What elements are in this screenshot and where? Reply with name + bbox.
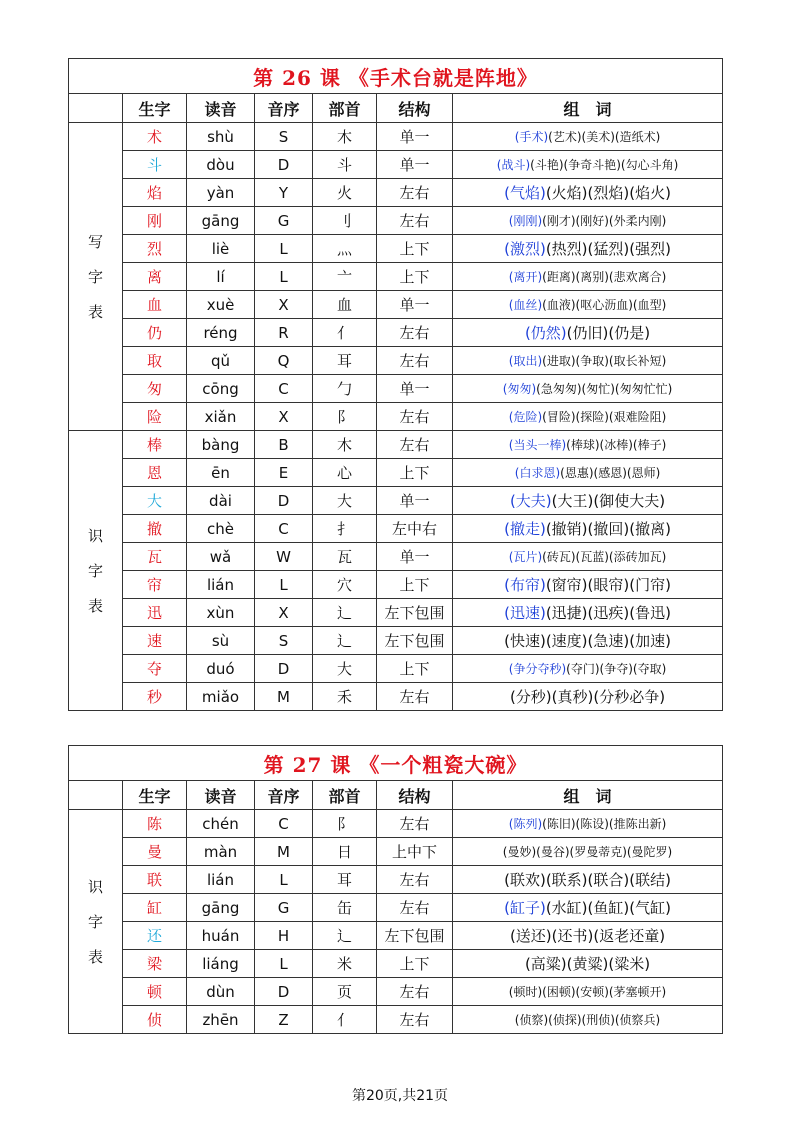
pinyin: gāng — [187, 207, 255, 235]
column-header: 组 词 — [453, 781, 723, 810]
lead-word: (大夫) — [509, 492, 552, 510]
header-blank — [69, 94, 123, 123]
other-words: (冒险)(探险)(艰难险阻) — [542, 410, 667, 424]
table-row — [69, 151, 723, 179]
other-words: (送还)(还书)(返老还童) — [509, 927, 666, 945]
word-group — [453, 599, 723, 627]
table-row — [69, 123, 723, 151]
lead-word: (战斗) — [496, 158, 531, 172]
lesson-27-body — [69, 746, 723, 1034]
radical: 血 — [313, 291, 377, 319]
initial-letter: X — [255, 291, 313, 319]
column-header: 结构 — [377, 781, 453, 810]
lesson-27-table — [68, 745, 723, 1034]
initial-letter: Q — [255, 347, 313, 375]
section-label-char: 表 — [87, 303, 103, 321]
initial-letter: L — [255, 950, 313, 978]
table-row — [69, 459, 723, 487]
radical: 辶 — [313, 922, 377, 950]
radical: 心 — [313, 459, 377, 487]
word-group — [453, 683, 723, 711]
table-row — [69, 179, 723, 207]
section-label-char: 字 — [87, 268, 103, 286]
pinyin: yàn — [187, 179, 255, 207]
initial-letter: M — [255, 683, 313, 711]
initial-letter: L — [255, 263, 313, 291]
word-group — [453, 207, 723, 235]
pinyin: huán — [187, 922, 255, 950]
radical: 火 — [313, 179, 377, 207]
lead-word: (陈列) — [508, 817, 543, 831]
column-header: 部首 — [313, 781, 377, 810]
table-row — [69, 894, 723, 922]
character: 顿 — [123, 978, 187, 1006]
lead-word: (匆匆) — [502, 382, 537, 396]
table-row — [69, 487, 723, 515]
character: 险 — [123, 403, 187, 431]
character: 刚 — [123, 207, 187, 235]
character: 取 — [123, 347, 187, 375]
word-group — [453, 866, 723, 894]
initial-letter: D — [255, 151, 313, 179]
character: 术 — [123, 123, 187, 151]
other-words: (陈旧)(陈设)(推陈出新) — [542, 817, 667, 831]
lead-word: (布帘) — [504, 576, 546, 594]
section-label-char: 表 — [87, 597, 103, 615]
character: 缸 — [123, 894, 187, 922]
structure: 左右 — [377, 179, 453, 207]
initial-letter: B — [255, 431, 313, 459]
lead-word: (迅速) — [504, 604, 546, 622]
table-row — [69, 978, 723, 1006]
radical: 亻 — [313, 1006, 377, 1034]
table-row — [69, 431, 723, 459]
lead-word: (取出) — [508, 354, 543, 368]
lesson-26-body — [69, 59, 723, 711]
initial-letter: D — [255, 655, 313, 683]
structure: 上下 — [377, 950, 453, 978]
table-row — [69, 263, 723, 291]
character: 恩 — [123, 459, 187, 487]
table-row — [69, 291, 723, 319]
structure: 左下包围 — [377, 922, 453, 950]
lead-word: (撤走) — [504, 520, 546, 538]
lead-word: (气焰) — [504, 184, 546, 202]
pinyin: réng — [187, 319, 255, 347]
initial-letter: D — [255, 978, 313, 1006]
other-words: (仍旧)(仍是) — [566, 324, 651, 342]
structure: 上下 — [377, 235, 453, 263]
column-header: 生字 — [123, 781, 187, 810]
radical: 阝 — [313, 810, 377, 838]
other-words: (血液)(呕心沥血)(血型) — [542, 298, 667, 312]
table-row — [69, 922, 723, 950]
initial-letter: G — [255, 207, 313, 235]
radical: 缶 — [313, 894, 377, 922]
lesson-title: 第 27 课 《一个粗瓷大碗》 — [69, 746, 723, 781]
radical: 扌 — [313, 515, 377, 543]
initial-letter: Y — [255, 179, 313, 207]
initial-letter: S — [255, 123, 313, 151]
structure: 单一 — [377, 291, 453, 319]
structure: 单一 — [377, 543, 453, 571]
other-words: (大王)(御使大夫) — [551, 492, 666, 510]
initial-letter: C — [255, 515, 313, 543]
lesson-26-table — [68, 58, 723, 711]
radical: 斗 — [313, 151, 377, 179]
character: 梁 — [123, 950, 187, 978]
word-group — [453, 179, 723, 207]
structure: 左右 — [377, 347, 453, 375]
other-words: (联欢)(联系)(联合)(联结) — [504, 871, 671, 889]
word-group — [453, 459, 723, 487]
structure: 上下 — [377, 571, 453, 599]
structure: 上下 — [377, 263, 453, 291]
character: 瓦 — [123, 543, 187, 571]
pinyin: dài — [187, 487, 255, 515]
lead-word: (离开) — [508, 270, 543, 284]
pinyin: lí — [187, 263, 255, 291]
initial-letter: M — [255, 838, 313, 866]
initial-letter: X — [255, 599, 313, 627]
section-label-char: 表 — [87, 948, 103, 966]
pinyin: cōng — [187, 375, 255, 403]
structure: 上下 — [377, 655, 453, 683]
column-header: 读音 — [187, 94, 255, 123]
title-row — [69, 59, 723, 94]
pinyin: màn — [187, 838, 255, 866]
other-words: (砖瓦)(瓦蓝)(添砖加瓦) — [542, 550, 667, 564]
character: 撤 — [123, 515, 187, 543]
initial-letter: W — [255, 543, 313, 571]
radical: 日 — [313, 838, 377, 866]
other-words: (棒球)(冰棒)(棒子) — [566, 438, 667, 452]
section-label-char: 字 — [87, 562, 103, 580]
initial-letter: E — [255, 459, 313, 487]
header-blank — [69, 781, 123, 810]
character: 迅 — [123, 599, 187, 627]
pinyin: gāng — [187, 894, 255, 922]
pinyin: liáng — [187, 950, 255, 978]
radical: 米 — [313, 950, 377, 978]
word-group — [453, 291, 723, 319]
word-group — [453, 515, 723, 543]
character: 速 — [123, 627, 187, 655]
initial-letter: D — [255, 487, 313, 515]
section-label — [69, 431, 123, 711]
word-group — [453, 431, 723, 459]
other-words: (刚才)(刚好)(外柔内刚) — [542, 214, 667, 228]
word-group — [453, 263, 723, 291]
structure: 左右 — [377, 683, 453, 711]
other-words: (侦察)(侦探)(刑侦)(侦察兵) — [514, 1013, 661, 1027]
structure: 左下包围 — [377, 599, 453, 627]
structure: 左下包围 — [377, 627, 453, 655]
pinyin: zhēn — [187, 1006, 255, 1034]
table-row — [69, 319, 723, 347]
word-group — [453, 403, 723, 431]
radical: 辶 — [313, 599, 377, 627]
lead-word: (血丝) — [508, 298, 543, 312]
structure: 左右 — [377, 866, 453, 894]
other-words: (迅捷)(迅疾)(鲁迅) — [545, 604, 671, 622]
other-words: (斗艳)(争奇斗艳)(勾心斗角) — [530, 158, 679, 172]
radical: 亻 — [313, 319, 377, 347]
initial-letter: L — [255, 571, 313, 599]
title-row — [69, 746, 723, 781]
radical: 耳 — [313, 866, 377, 894]
word-group — [453, 235, 723, 263]
word-group — [453, 894, 723, 922]
character: 侦 — [123, 1006, 187, 1034]
word-group — [453, 151, 723, 179]
section-label-char: 识 — [87, 878, 103, 896]
initial-letter: G — [255, 894, 313, 922]
other-words: (夺门)(争夺)(夺取) — [566, 662, 667, 676]
radical: 灬 — [313, 235, 377, 263]
character: 斗 — [123, 151, 187, 179]
table-row — [69, 515, 723, 543]
radical: 阝 — [313, 403, 377, 431]
lead-word: (争分夺秒) — [508, 662, 567, 676]
column-header: 音序 — [255, 94, 313, 123]
radical: 禾 — [313, 683, 377, 711]
structure: 左中右 — [377, 515, 453, 543]
word-group — [453, 950, 723, 978]
structure: 左右 — [377, 1006, 453, 1034]
lead-word: (瓦片) — [508, 550, 543, 564]
pinyin: dùn — [187, 978, 255, 1006]
initial-letter: C — [255, 810, 313, 838]
pinyin: ēn — [187, 459, 255, 487]
structure: 上下 — [377, 459, 453, 487]
other-words: (火焰)(烈焰)(焰火) — [545, 184, 671, 202]
word-group — [453, 655, 723, 683]
lesson-title: 第 26 课 《手术台就是阵地》 — [69, 59, 723, 94]
radical: 辶 — [313, 627, 377, 655]
other-words: (水缸)(鱼缸)(气缸) — [545, 899, 671, 917]
character: 还 — [123, 922, 187, 950]
word-group — [453, 319, 723, 347]
word-group — [453, 810, 723, 838]
structure: 单一 — [377, 487, 453, 515]
table-row — [69, 207, 723, 235]
table-row — [69, 375, 723, 403]
other-words: (距离)(离别)(悲欢离合) — [542, 270, 667, 284]
character: 曼 — [123, 838, 187, 866]
radical: 刂 — [313, 207, 377, 235]
table-row — [69, 655, 723, 683]
lead-word: (手术) — [514, 130, 549, 144]
table-row — [69, 627, 723, 655]
table-row — [69, 599, 723, 627]
word-group — [453, 487, 723, 515]
radical: 页 — [313, 978, 377, 1006]
word-group — [453, 838, 723, 866]
word-group — [453, 347, 723, 375]
table-row — [69, 571, 723, 599]
structure: 左右 — [377, 894, 453, 922]
other-words: (撤销)(撤回)(撤离) — [545, 520, 671, 538]
structure: 单一 — [377, 123, 453, 151]
pinyin: xùn — [187, 599, 255, 627]
lead-word: (刚刚) — [508, 214, 543, 228]
radical: 勹 — [313, 375, 377, 403]
word-group — [453, 922, 723, 950]
lead-word: (当头一棒) — [508, 438, 567, 452]
other-words: (进取)(争取)(取长补短) — [542, 354, 667, 368]
lead-word: (激烈) — [504, 240, 546, 258]
radical: 木 — [313, 123, 377, 151]
word-group — [453, 1006, 723, 1034]
table-row — [69, 950, 723, 978]
section-label-char: 字 — [87, 913, 103, 931]
character: 烈 — [123, 235, 187, 263]
lead-word: (仍然) — [524, 324, 567, 342]
character: 陈 — [123, 810, 187, 838]
section-label-char: 识 — [87, 527, 103, 545]
table-row — [69, 403, 723, 431]
structure: 左右 — [377, 207, 453, 235]
character: 焰 — [123, 179, 187, 207]
radical: 亠 — [313, 263, 377, 291]
pinyin: miǎo — [187, 683, 255, 711]
table-row — [69, 683, 723, 711]
other-words: (快速)(速度)(急速)(加速) — [504, 632, 671, 650]
column-header: 生字 — [123, 94, 187, 123]
initial-letter: X — [255, 403, 313, 431]
character: 离 — [123, 263, 187, 291]
other-words: (热烈)(猛烈)(强烈) — [545, 240, 671, 258]
character: 帘 — [123, 571, 187, 599]
table-row — [69, 347, 723, 375]
radical: 耳 — [313, 347, 377, 375]
column-header: 部首 — [313, 94, 377, 123]
other-words: (高粱)(黄粱)(粱米) — [524, 955, 651, 973]
table-row — [69, 543, 723, 571]
column-header: 组 词 — [453, 94, 723, 123]
pinyin: qǔ — [187, 347, 255, 375]
structure: 左右 — [377, 431, 453, 459]
initial-letter: L — [255, 866, 313, 894]
lead-word: (危险) — [508, 410, 543, 424]
character: 血 — [123, 291, 187, 319]
table-row — [69, 866, 723, 894]
structure: 单一 — [377, 375, 453, 403]
word-group — [453, 123, 723, 151]
pinyin: lián — [187, 571, 255, 599]
pinyin: wǎ — [187, 543, 255, 571]
character: 大 — [123, 487, 187, 515]
character: 匆 — [123, 375, 187, 403]
other-words: (曼妙)(曼谷)(罗曼蒂克)(曼陀罗) — [502, 845, 673, 859]
pinyin: bàng — [187, 431, 255, 459]
character: 夺 — [123, 655, 187, 683]
initial-letter: S — [255, 627, 313, 655]
table-row — [69, 1006, 723, 1034]
table-row — [69, 235, 723, 263]
structure: 上中下 — [377, 838, 453, 866]
radical: 大 — [313, 487, 377, 515]
header-row — [69, 94, 723, 123]
character: 仍 — [123, 319, 187, 347]
section-label — [69, 810, 123, 1034]
other-words: (分秒)(真秒)(分秒必争) — [509, 688, 666, 706]
character: 联 — [123, 866, 187, 894]
structure: 左右 — [377, 403, 453, 431]
initial-letter: H — [255, 922, 313, 950]
pinyin: chè — [187, 515, 255, 543]
other-words: (窗帘)(眼帘)(门帘) — [545, 576, 671, 594]
pinyin: dòu — [187, 151, 255, 179]
radical: 大 — [313, 655, 377, 683]
lead-word: (白求恩) — [514, 466, 561, 480]
structure: 左右 — [377, 319, 453, 347]
initial-letter: L — [255, 235, 313, 263]
pinyin: duó — [187, 655, 255, 683]
structure: 左右 — [377, 810, 453, 838]
pinyin: xiǎn — [187, 403, 255, 431]
column-header: 音序 — [255, 781, 313, 810]
radical: 瓦 — [313, 543, 377, 571]
radical: 木 — [313, 431, 377, 459]
character: 秒 — [123, 683, 187, 711]
word-group — [453, 571, 723, 599]
pinyin: xuè — [187, 291, 255, 319]
section-label-char: 写 — [87, 233, 103, 251]
column-header: 读音 — [187, 781, 255, 810]
section-label — [69, 123, 123, 431]
other-words: (恩惠)(感恩)(恩师) — [560, 466, 661, 480]
character: 棒 — [123, 431, 187, 459]
pinyin: sù — [187, 627, 255, 655]
header-row — [69, 781, 723, 810]
word-group — [453, 543, 723, 571]
pinyin: lián — [187, 866, 255, 894]
word-group — [453, 978, 723, 1006]
table-row — [69, 810, 723, 838]
initial-letter: Z — [255, 1006, 313, 1034]
pinyin: shù — [187, 123, 255, 151]
radical: 穴 — [313, 571, 377, 599]
page-footer: 第20页,共21页 — [351, 1088, 449, 1104]
other-words: (急匆匆)(匆忙)(匆匆忙忙) — [536, 382, 673, 396]
table-row — [69, 838, 723, 866]
pinyin: liè — [187, 235, 255, 263]
pinyin: chén — [187, 810, 255, 838]
word-group — [453, 627, 723, 655]
other-words: (顿时)(困顿)(安顿)(茅塞顿开) — [508, 985, 667, 999]
structure: 左右 — [377, 978, 453, 1006]
initial-letter: R — [255, 319, 313, 347]
column-header: 结构 — [377, 94, 453, 123]
initial-letter: C — [255, 375, 313, 403]
word-group — [453, 375, 723, 403]
other-words: (艺术)(美术)(造纸术) — [548, 130, 661, 144]
structure: 单一 — [377, 151, 453, 179]
lead-word: (缸子) — [504, 899, 546, 917]
